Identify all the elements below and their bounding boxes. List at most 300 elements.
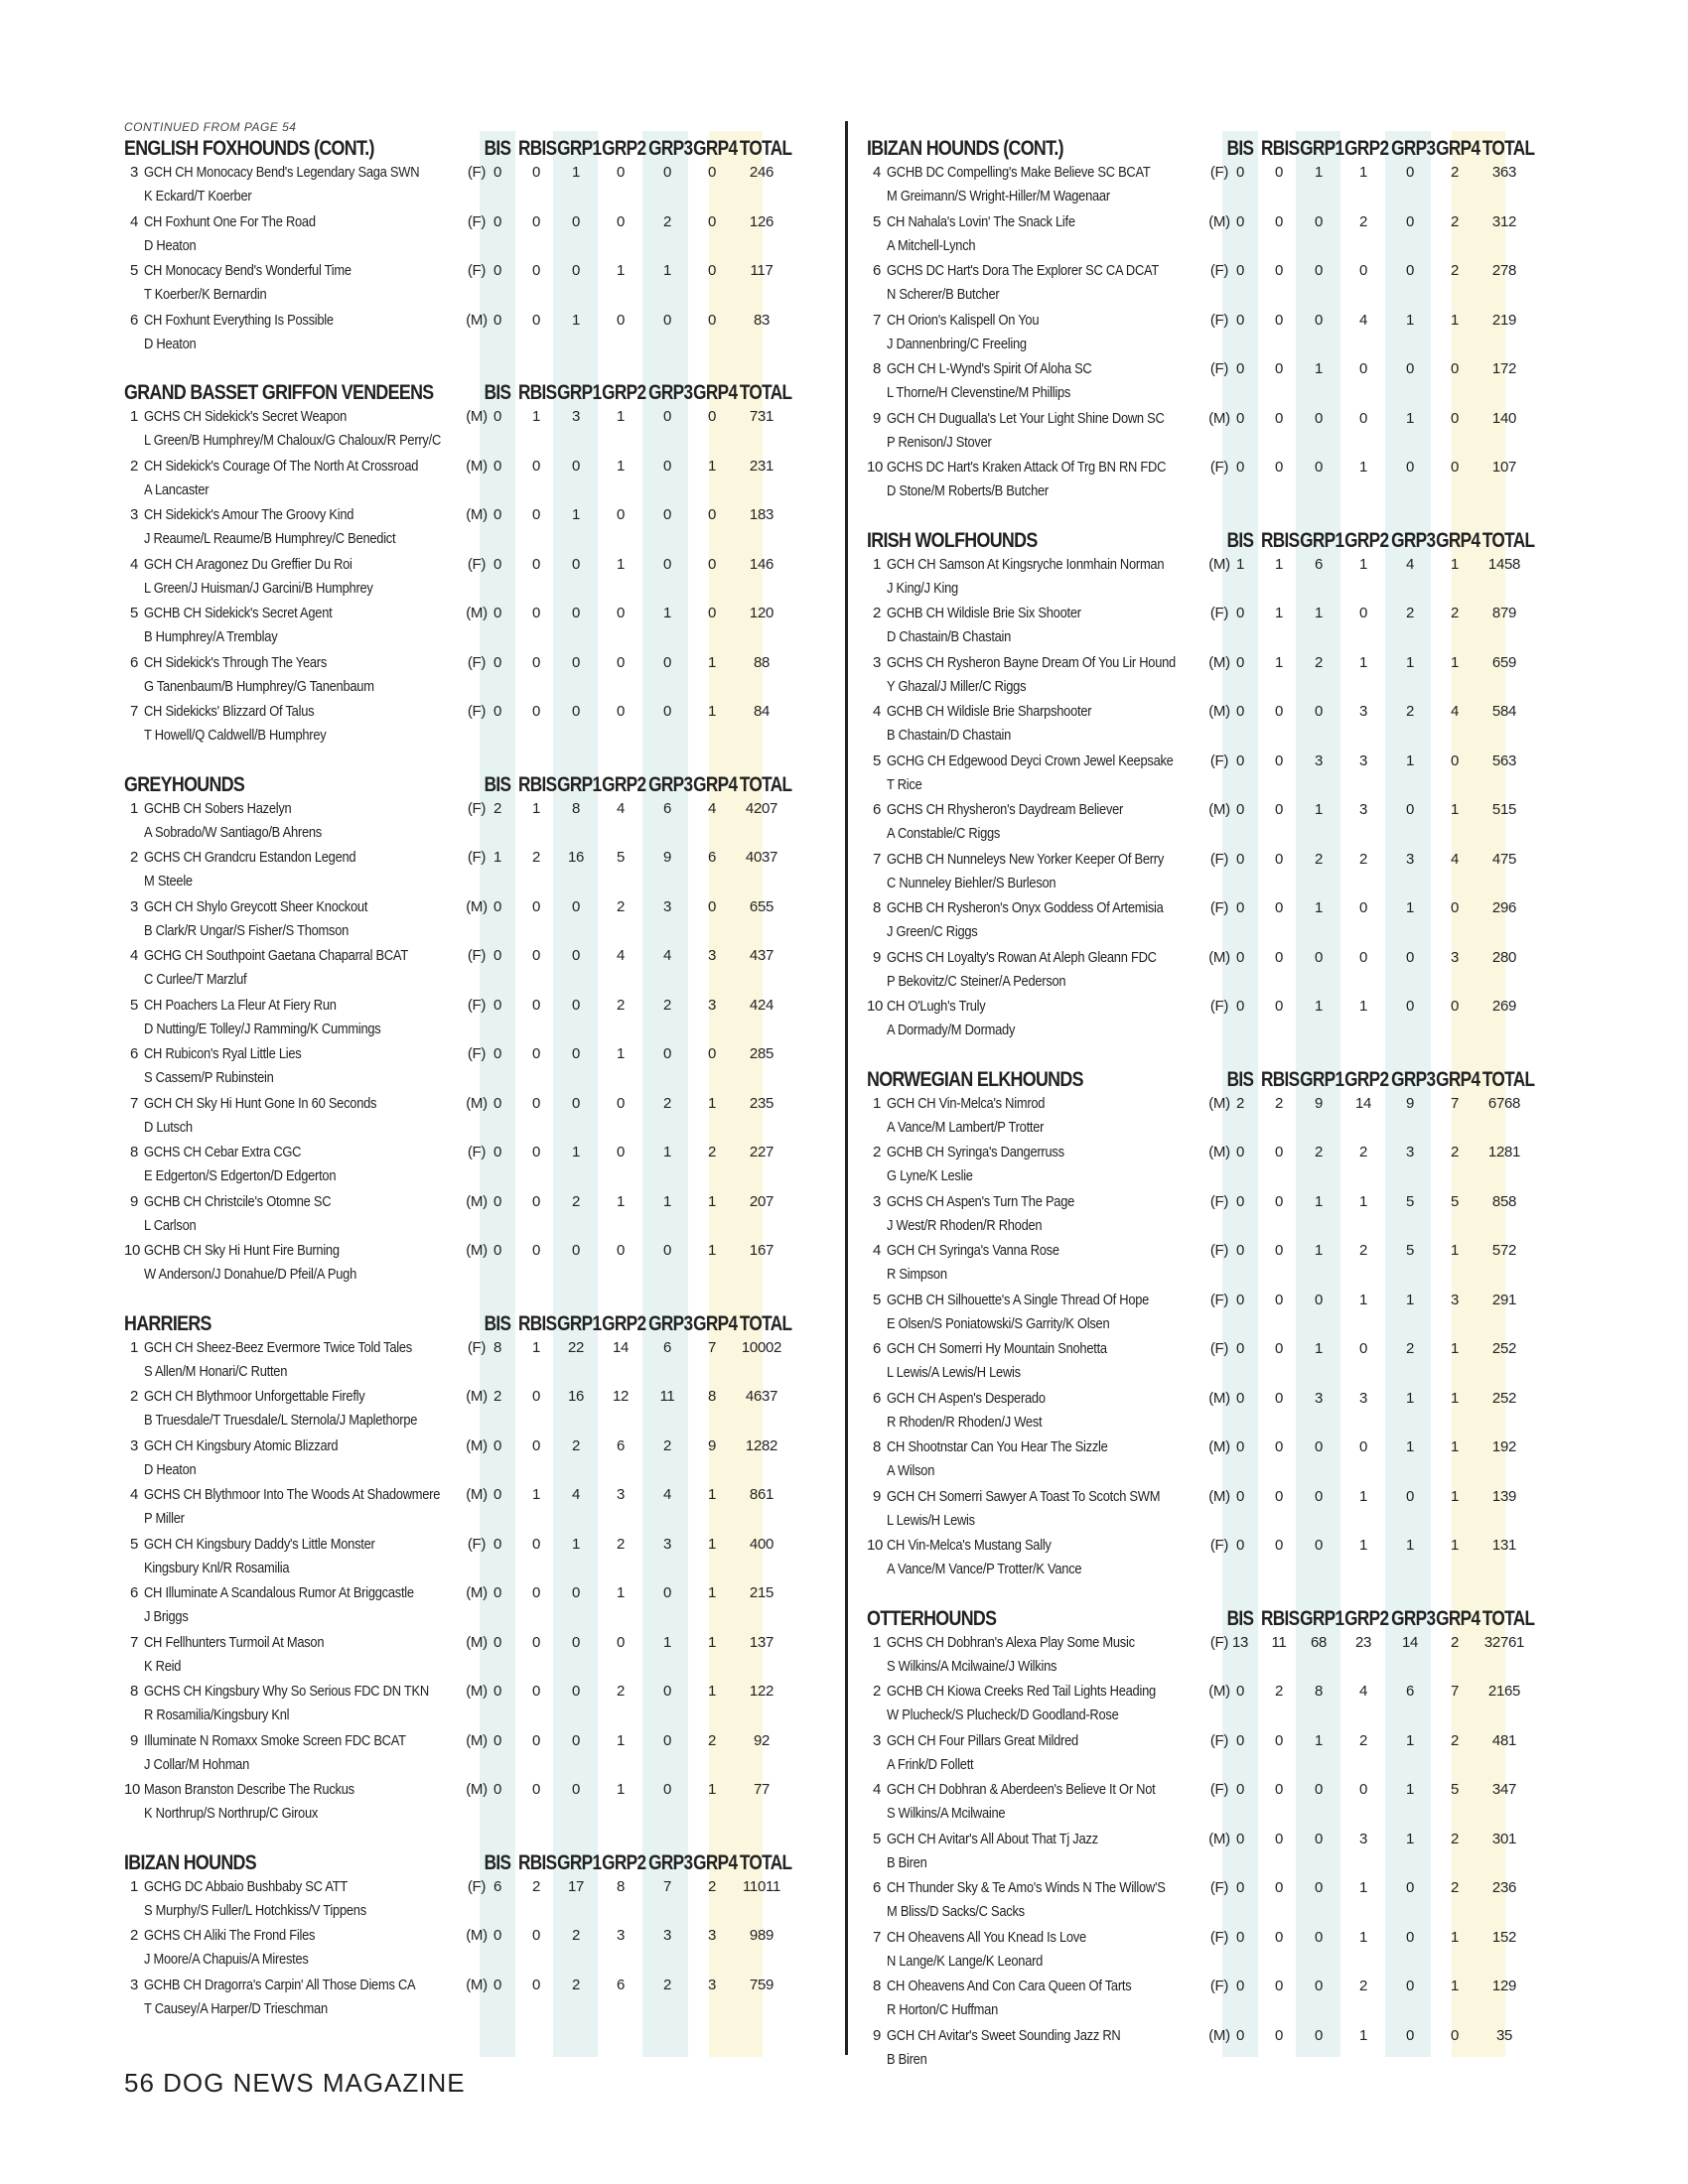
owners: J Briggs (144, 1608, 189, 1625)
rank-number: 7 (872, 1928, 881, 1946)
stat-grp1: 0 (571, 212, 581, 230)
sex: (F) (1209, 164, 1229, 181)
stat-grp1: 0 (1314, 2026, 1324, 2044)
stat-grp4: 1 (1450, 1438, 1460, 1455)
stat-grp1: 9 (1314, 1094, 1324, 1112)
sex: (F) (1209, 1242, 1229, 1259)
stat-grp4: 0 (707, 506, 717, 523)
stat-grp2: 2 (616, 897, 626, 915)
stat-grp4: 2 (1450, 262, 1460, 279)
dog-name: CH Foxhunt Everything Is Possible (144, 311, 334, 329)
stat-grp2: 0 (616, 605, 626, 621)
stat-grp4: 0 (1450, 459, 1460, 476)
stat-grp1: 0 (571, 897, 581, 915)
stat-rbis: 0 (531, 1192, 541, 1210)
stat-bis: 0 (1235, 605, 1245, 621)
stat-grp3: 2 (662, 996, 672, 1014)
stat-grp2: 1 (1358, 1487, 1368, 1505)
stat-rbis: 0 (1274, 1978, 1284, 1994)
stat-rbis: 0 (1274, 1731, 1284, 1749)
sex: (F) (1209, 1731, 1229, 1749)
stat-rbis: 0 (1274, 899, 1284, 916)
column-header-grp2: GRP2 (1344, 1067, 1389, 1091)
rank-number: 1 (129, 1877, 138, 1895)
breed-title: IBIZAN HOUNDS (124, 1850, 256, 1874)
ranking-row (124, 1385, 834, 1434)
rank-number: 8 (129, 1144, 138, 1160)
stat-bis: 0 (492, 262, 502, 279)
stat-grp4: 1 (707, 1535, 717, 1553)
stat-rbis: 0 (1274, 801, 1284, 818)
stat-total: 192 (1491, 1438, 1517, 1455)
sex: (F) (467, 799, 487, 817)
stat-total: 215 (749, 1584, 774, 1601)
sex: (M) (466, 1242, 488, 1259)
stat-bis: 0 (1235, 751, 1245, 769)
column-header-total: TOTAL (739, 772, 792, 796)
sex: (M) (1208, 703, 1230, 720)
rank-number: 5 (872, 1291, 881, 1308)
rank-number: 3 (129, 1436, 138, 1454)
stat-grp3: 1 (1405, 1731, 1415, 1749)
stat-grp1: 8 (1314, 1683, 1324, 1700)
stat-grp3: 6 (662, 1338, 672, 1356)
rank-number: 5 (872, 212, 881, 230)
rank-number: 1 (129, 1338, 138, 1356)
ranking-row (867, 309, 1577, 358)
stat-total: 437 (749, 947, 774, 964)
column-header-bis: BIS (484, 1311, 511, 1335)
ranking-row (124, 1434, 834, 1484)
stat-grp4: 3 (707, 996, 717, 1014)
stat-grp4: 0 (707, 1045, 717, 1062)
stat-grp4: 1 (1450, 311, 1460, 329)
stat-grp2: 1 (1358, 1291, 1368, 1308)
ranking-row (867, 651, 1577, 701)
stat-grp2: 0 (616, 1242, 626, 1259)
dog-name: CH Sidekick's Amour The Groovy Kind (144, 506, 354, 523)
dog-name: GCHG CH Southpoint Gaetana Chaparral BCAT (144, 947, 408, 964)
owners: K Reid (144, 1657, 182, 1675)
stat-grp1: 2 (571, 1976, 581, 1993)
dog-name: GCH CH Avitar's Sweet Sounding Jazz RN (887, 2026, 1121, 2044)
column-header-grp4: GRP4 (693, 137, 738, 160)
stat-grp1: 22 (567, 1338, 585, 1356)
stat-grp2: 0 (616, 653, 626, 671)
stat-bis: 0 (492, 1192, 502, 1210)
stat-grp1: 0 (1314, 1830, 1324, 1847)
stat-grp4: 1 (707, 1633, 717, 1651)
breed-title: GREYHOUNDS (124, 772, 245, 796)
stat-rbis: 0 (1274, 1438, 1284, 1455)
stat-grp2: 1 (1358, 2026, 1368, 2044)
column-header-rbis: RBIS (1260, 528, 1300, 552)
stat-total: 4207 (745, 799, 778, 817)
ranking-row (867, 995, 1577, 1044)
stat-grp1: 68 (1310, 1633, 1328, 1651)
stat-grp3: 1 (1405, 899, 1415, 916)
rank-number: 1 (129, 408, 138, 425)
stat-grp4: 0 (1450, 360, 1460, 377)
stat-rbis: 0 (1274, 2026, 1284, 2044)
stat-grp1: 2 (571, 1927, 581, 1944)
column-header-grp1: GRP1 (557, 381, 602, 404)
stat-rbis: 0 (531, 1535, 541, 1553)
sex: (F) (467, 555, 487, 573)
rank-number: 3 (129, 1976, 138, 1993)
stat-rbis: 0 (1274, 703, 1284, 720)
stat-grp3: 1 (662, 605, 672, 621)
dog-name: CH Poachers La Fleur At Fiery Run (144, 996, 337, 1014)
stat-rbis: 0 (1274, 164, 1284, 181)
sex: (M) (1208, 1094, 1230, 1112)
column-header-bis: BIS (1226, 137, 1254, 160)
stat-grp3: 0 (662, 408, 672, 425)
stat-total: 235 (749, 1094, 774, 1112)
dog-name: CH Oheavens And Con Cara Queen Of Tarts (887, 1978, 1132, 1994)
ranking-row (867, 1975, 1577, 2024)
stat-grp4: 1 (707, 1486, 717, 1503)
column-header-grp3: GRP3 (1391, 1606, 1436, 1630)
owners: P Renison/J Stover (887, 433, 992, 451)
stat-grp1: 16 (567, 1388, 585, 1405)
stat-grp3: 14 (1401, 1633, 1419, 1651)
stat-total: 183 (749, 506, 774, 523)
stat-grp1: 0 (571, 1781, 581, 1798)
rank-number: 3 (872, 1731, 881, 1749)
dog-name: CH Rubicon's Ryal Little Lies (144, 1045, 302, 1062)
stat-grp2: 4 (616, 947, 626, 964)
owners: W Plucheck/S Plucheck/D Goodland-Rose (887, 1706, 1119, 1723)
column-header-bis: BIS (1226, 528, 1254, 552)
owners: S Wilkins/A Mcilwaine (887, 1805, 1006, 1822)
stat-rbis: 0 (1274, 1537, 1284, 1554)
stat-total: 301 (1491, 1830, 1517, 1847)
ranking-row (124, 455, 834, 504)
sex: (M) (466, 1584, 488, 1601)
breed-title: ENGLISH FOXHOUNDS (CONT.) (124, 137, 374, 160)
sex: (F) (1209, 998, 1229, 1015)
stat-total: 140 (1491, 409, 1517, 427)
stat-rbis: 1 (531, 799, 541, 817)
owners: Kingsbury Knl/R Rosamilia (144, 1559, 290, 1576)
stat-grp2: 12 (612, 1388, 630, 1405)
ranking-row (124, 1778, 834, 1828)
stat-grp3: 0 (1405, 801, 1415, 818)
stat-grp2: 0 (616, 311, 626, 329)
stat-total: 84 (753, 703, 771, 720)
stat-bis: 0 (492, 1584, 502, 1601)
stat-grp1: 3 (1314, 1389, 1324, 1407)
stat-rbis: 0 (1274, 751, 1284, 769)
stat-total: 291 (1491, 1291, 1517, 1308)
owners: A Frink/D Follett (887, 1755, 974, 1773)
stat-grp2: 0 (1358, 262, 1368, 279)
stat-total: 207 (749, 1192, 774, 1210)
rank-number: 4 (872, 703, 881, 720)
stat-bis: 0 (492, 1976, 502, 1993)
stat-grp2: 3 (1358, 1830, 1368, 1847)
stat-rbis: 1 (531, 1338, 541, 1356)
column-header-grp2: GRP2 (602, 137, 646, 160)
stat-grp2: 4 (616, 799, 626, 817)
rank-number: 4 (872, 1781, 881, 1798)
stat-grp4: 1 (1450, 653, 1460, 671)
stat-grp1: 1 (1314, 1192, 1324, 1210)
column-header-rbis: RBIS (1260, 137, 1300, 160)
stat-grp1: 0 (1314, 1291, 1324, 1308)
owners: N Scherer/B Butcher (887, 286, 1000, 303)
rank-number: 5 (872, 751, 881, 769)
stat-grp1: 0 (571, 457, 581, 475)
ranking-row (124, 1483, 834, 1533)
dog-name: GCH CH Samson At Kingsryche Ionmhain Norman (887, 555, 1165, 573)
owners: C Curlee/T Marzluf (144, 971, 247, 988)
ranking-row (867, 357, 1577, 407)
stat-grp4: 5 (1450, 1192, 1460, 1210)
stat-grp2: 0 (1358, 1438, 1368, 1455)
stat-total: 120 (749, 605, 774, 621)
column-header-grp3: GRP3 (648, 772, 693, 796)
owners: T Howell/Q Caldwell/B Humphrey (144, 727, 327, 744)
stat-rbis: 0 (531, 1927, 541, 1944)
sex: (M) (466, 1976, 488, 1993)
stat-rbis: 0 (531, 212, 541, 230)
ranking-row (124, 1729, 834, 1779)
stat-grp4: 1 (1450, 801, 1460, 818)
dog-name: GCHB DC Compelling's Make Believe SC BCAT (887, 164, 1151, 181)
stat-total: 1458 (1487, 555, 1521, 573)
stat-total: 77 (753, 1781, 771, 1798)
stat-grp1: 0 (1314, 212, 1324, 230)
column-header-grp3: GRP3 (1391, 137, 1436, 160)
ranking-row (124, 700, 834, 750)
stat-total: 219 (1491, 311, 1517, 329)
stat-rbis: 0 (1274, 850, 1284, 868)
sex: (M) (466, 1388, 488, 1405)
stat-grp2: 6 (616, 1436, 626, 1454)
stat-grp2: 1 (1358, 459, 1368, 476)
column-header-rbis: RBIS (517, 772, 557, 796)
stat-grp1: 0 (1314, 1438, 1324, 1455)
stat-total: 236 (1491, 1879, 1517, 1896)
stat-total: 285 (749, 1045, 774, 1062)
stat-grp1: 0 (1314, 409, 1324, 427)
rank-number: 3 (129, 164, 138, 181)
owners: B Humphrey/A Tremblay (144, 628, 278, 645)
stat-rbis: 1 (1274, 555, 1284, 573)
stat-bis: 0 (492, 1731, 502, 1749)
stat-grp3: 2 (1405, 1340, 1415, 1357)
stat-grp3: 5 (1405, 1192, 1415, 1210)
stat-bis: 0 (1235, 2026, 1245, 2044)
sex: (M) (1208, 1683, 1230, 1700)
stat-rbis: 2 (531, 1877, 541, 1895)
stat-grp3: 2 (662, 1976, 672, 1993)
sex: (M) (466, 1731, 488, 1749)
stat-grp2: 3 (1358, 751, 1368, 769)
stat-grp1: 0 (571, 1242, 581, 1259)
section-header (867, 527, 1577, 553)
sex: (F) (467, 1535, 487, 1553)
dog-name: GCH CH L-Wynd's Spirit Of Aloha SC (887, 360, 1092, 377)
column-header-grp3: GRP3 (648, 1311, 693, 1335)
dog-name: GCH CH Dugualla's Let Your Light Shine Down SC (887, 409, 1165, 427)
stat-total: 6768 (1487, 1094, 1521, 1112)
column-header-rbis: RBIS (517, 1311, 557, 1335)
stat-grp4: 0 (707, 408, 717, 425)
stat-rbis: 0 (531, 262, 541, 279)
dog-name: GCH CH Aragonez Du Greffier Du Roi (144, 555, 352, 573)
stat-grp1: 1 (1314, 801, 1324, 818)
stat-grp3: 0 (1405, 262, 1415, 279)
stat-total: 1282 (745, 1436, 778, 1454)
rank-number: 8 (129, 1683, 138, 1700)
ranking-row (867, 456, 1577, 505)
owners: C Nunneley Biehler/S Burleson (887, 874, 1056, 891)
stat-grp2: 0 (1358, 605, 1368, 621)
stat-grp1: 0 (571, 605, 581, 621)
owners: G Tanenbaum/B Humphrey/G Tanenbaum (144, 677, 374, 695)
owners: D Nutting/E Tolley/J Ramming/K Cummings (144, 1020, 381, 1037)
dog-name: CH O'Lugh's Truly (887, 998, 986, 1015)
stat-bis: 0 (1235, 1144, 1245, 1160)
breed-title: GRAND BASSET GRIFFON VENDEENS (124, 381, 434, 404)
rank-number: 7 (872, 850, 881, 868)
stat-grp3: 1 (1405, 1537, 1415, 1554)
dog-name: GCHS CH Grandcru Estandon Legend (144, 849, 356, 866)
stat-total: 126 (749, 212, 774, 230)
stat-total: 92 (753, 1731, 771, 1749)
rank-number: 10 (867, 998, 884, 1015)
sex: (M) (466, 506, 488, 523)
column-header-grp4: GRP4 (1436, 137, 1480, 160)
dog-name: GCH CH Vin-Melca's Nimrod (887, 1094, 1046, 1112)
stat-grp1: 1 (1314, 605, 1324, 621)
sex: (F) (467, 1877, 487, 1895)
stat-grp2: 2 (616, 1683, 626, 1700)
stat-grp1: 0 (571, 653, 581, 671)
stat-grp4: 1 (1450, 1340, 1460, 1357)
ranking-row (867, 1778, 1577, 1828)
stat-rbis: 0 (1274, 998, 1284, 1015)
dog-name: GCHS CH Blythmoor Into The Woods At Shadowmere (144, 1486, 441, 1503)
sex: (M) (466, 1436, 488, 1454)
ranking-row (124, 1875, 834, 1925)
sex: (M) (1208, 653, 1230, 671)
owners: A Wilson (887, 1462, 935, 1479)
owners: W Anderson/J Donahue/D Pfeil/A Pugh (144, 1266, 356, 1283)
owners: D Heaton (144, 1460, 197, 1478)
rank-number: 5 (129, 1535, 138, 1553)
stat-total: 252 (1491, 1340, 1517, 1357)
stat-bis: 6 (492, 1877, 502, 1895)
dog-name: GCH CH Monocacy Bend's Legendary Saga SWN (144, 164, 420, 181)
stat-grp2: 1 (616, 1584, 626, 1601)
dog-name: GCHB CH Sobers Hazelyn (144, 799, 292, 817)
stat-grp3: 0 (1405, 360, 1415, 377)
stat-grp4: 1 (707, 1584, 717, 1601)
ranking-row (867, 553, 1577, 603)
stat-bis: 0 (1235, 948, 1245, 966)
stat-grp4: 4 (707, 799, 717, 817)
stat-total: 137 (749, 1633, 774, 1651)
rank-number: 4 (872, 1242, 881, 1259)
stat-grp2: 14 (1354, 1094, 1372, 1112)
stat-grp4: 4 (1450, 703, 1460, 720)
stat-grp1: 1 (1314, 899, 1324, 916)
rank-number: 5 (872, 1830, 881, 1847)
column-header-grp2: GRP2 (1344, 137, 1389, 160)
owners: A Sobrado/W Santiago/B Ahrens (144, 823, 322, 841)
stat-grp4: 1 (1450, 1487, 1460, 1505)
owners: L Lewis/A Lewis/H Lewis (887, 1364, 1021, 1381)
column-header-total: TOTAL (739, 1311, 792, 1335)
stat-grp1: 2 (571, 1436, 581, 1454)
left-column (124, 119, 834, 2044)
stat-grp4: 4 (1450, 850, 1460, 868)
rank-number: 5 (129, 996, 138, 1014)
ranking-row (867, 848, 1577, 897)
stat-grp2: 3 (1358, 1389, 1368, 1407)
owners: M Greimann/S Wright-Hiller/M Wagenaar (887, 188, 1110, 205)
owners: D Chastain/B Chastain (887, 628, 1012, 645)
stat-rbis: 1 (1274, 605, 1284, 621)
stat-grp1: 0 (571, 1633, 581, 1651)
stat-grp2: 5 (616, 849, 626, 866)
column-header-rbis: RBIS (517, 381, 557, 404)
rank-number: 6 (129, 1045, 138, 1062)
stat-total: 231 (749, 457, 774, 475)
stat-bis: 0 (492, 164, 502, 181)
sex: (M) (466, 897, 488, 915)
stat-bis: 0 (1235, 1978, 1245, 1994)
stat-grp2: 1 (616, 262, 626, 279)
dog-name: GCHS CH Cebar Extra CGC (144, 1144, 302, 1160)
dog-name: GCHS DC Hart's Kraken Attack Of Trg BN RN FDC (887, 459, 1167, 476)
dog-name: CH Sidekick's Through The Years (144, 653, 328, 671)
stat-grp2: 8 (616, 1877, 626, 1895)
stat-grp3: 2 (662, 1094, 672, 1112)
ranking-row (124, 1924, 834, 1974)
dog-name: GCHB CH Rysheron's Onyx Goddess Of Artemisia (887, 899, 1164, 916)
dog-name: GCHB CH Syringa's Dangerruss (887, 1144, 1064, 1160)
stat-rbis: 0 (1274, 409, 1284, 427)
stat-bis: 0 (492, 408, 502, 425)
stat-rbis: 0 (531, 897, 541, 915)
stat-bis: 0 (1235, 212, 1245, 230)
stat-grp4: 0 (707, 897, 717, 915)
owners: R Rosamilia/Kingsbury Knl (144, 1706, 290, 1723)
ranking-row (124, 602, 834, 651)
ranking-row (124, 1042, 834, 1092)
column-header-grp2: GRP2 (602, 1850, 646, 1874)
dog-name: CH Oheavens All You Knead Is Love (887, 1928, 1086, 1946)
stat-grp3: 0 (662, 1683, 672, 1700)
stat-total: 129 (1491, 1978, 1517, 1994)
stat-grp4: 0 (707, 262, 717, 279)
stat-rbis: 0 (531, 1436, 541, 1454)
rank-number: 8 (872, 899, 881, 916)
stat-total: 32761 (1483, 1633, 1525, 1651)
ranking-row (124, 553, 834, 603)
stat-grp1: 0 (1314, 262, 1324, 279)
stat-bis: 0 (492, 1535, 502, 1553)
stat-grp1: 0 (1314, 1537, 1324, 1554)
column-header-rbis: RBIS (517, 137, 557, 160)
stat-rbis: 0 (1274, 1781, 1284, 1798)
breed-section (124, 771, 834, 1289)
